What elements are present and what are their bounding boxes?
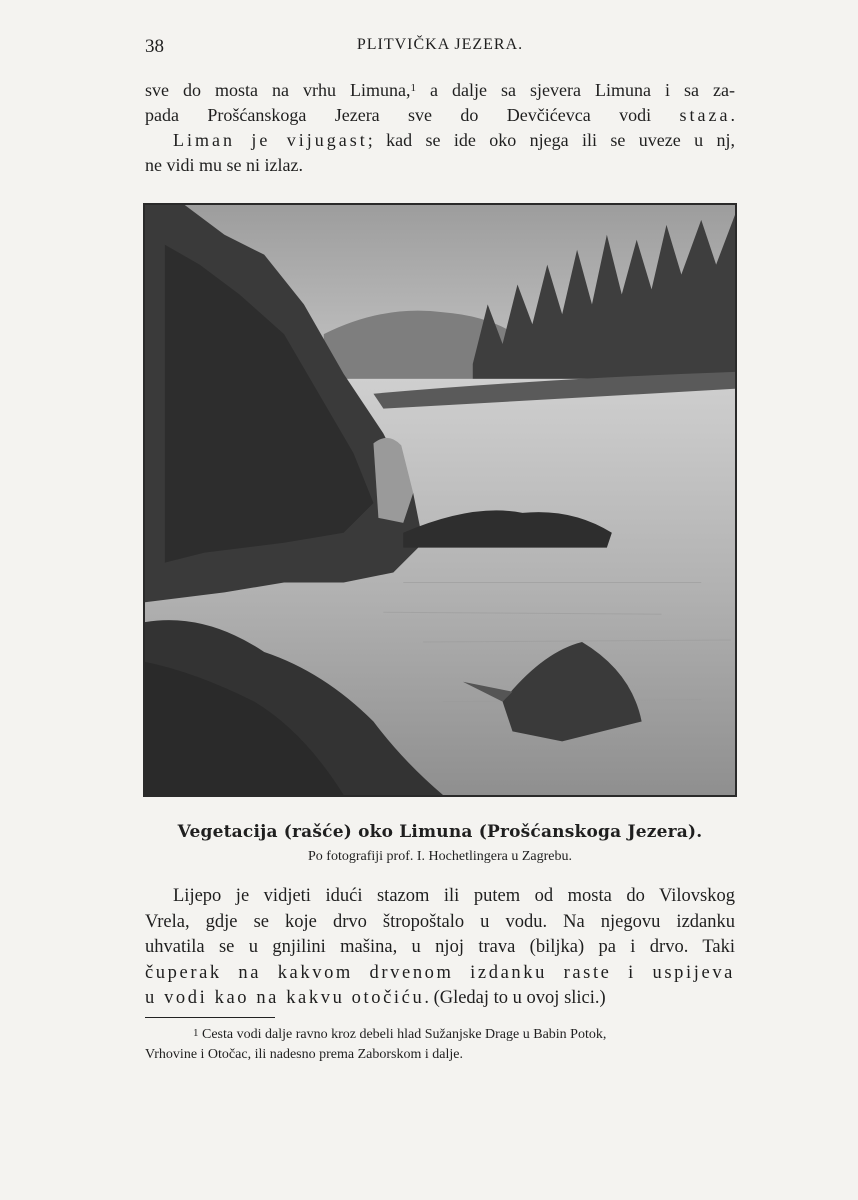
- text-line: čuperak na kakvom drvenom izdanku raste i uspijeva: [145, 962, 735, 983]
- text-line: uhvatila se u gnjilini mašina, u njoj trava (biljka) pa i drvo. Taki: [145, 937, 735, 957]
- footnote: [145, 1025, 735, 1065]
- text-fragment: sve do mosta na vrhu Limuna,: [145, 80, 411, 100]
- text-fragment: Cesta vodi dalje ravno kroz debeli hlad Sužanjske Drage u Babin Potok,: [198, 1027, 607, 1042]
- page-number: 38: [145, 36, 164, 57]
- lake-photograph: [143, 203, 737, 797]
- footnote-divider: [145, 1017, 275, 1018]
- text-fragment: ; kad se ide oko njega ili se uveze u nj,: [367, 130, 735, 150]
- text-line: [145, 128, 735, 153]
- text-fragment: pada Prošćanskoga Jezera sve do Devčićevca vodi: [145, 105, 680, 125]
- running-title: PLITVIČKA JEZERA.: [356, 36, 524, 53]
- text-line: [145, 103, 735, 128]
- footnote-marker: 1: [193, 1027, 199, 1039]
- page-header: [145, 36, 735, 62]
- text-fragment: . (Gledaj to u ovoj slici.): [424, 988, 606, 1008]
- text-line: ne vidi mu se ni izlaz.: [145, 155, 303, 175]
- text-line: Lijepo je vidjeti idući stazom ili putem od mosta do Vilovskog: [173, 886, 735, 906]
- text-line: Vrela, gdje se koje drvo štropoštalo u vodu. Na njegovu izdanku: [145, 911, 735, 932]
- footnote-reference: 1: [410, 82, 417, 94]
- text-fragment: a dalje sa sjevera Limuna i sa za-: [416, 80, 735, 100]
- spaced-emphasis: u vodi kao na kakvu otočiću: [145, 988, 425, 1008]
- photo-illustration: [145, 205, 735, 795]
- text-line: [145, 986, 735, 1012]
- text-fragment: .: [730, 105, 735, 125]
- footnote-line: [145, 1025, 735, 1045]
- spaced-emphasis: staza: [679, 105, 731, 125]
- figure-caption: Vegetacija (rašće) oko Limuna (Prošćanskoga Jezera).: [177, 822, 703, 842]
- spaced-emphasis: Liman je vijugast: [173, 130, 368, 150]
- paragraph-1: [145, 78, 735, 178]
- text-line: [145, 78, 735, 103]
- figure-credit: Po fotografiji prof. I. Hochetlingera u Zagrebu.: [308, 849, 572, 864]
- paragraph-2: [145, 884, 735, 1012]
- footnote-line: Vrhovine i Otočac, ili nadesno prema Zaborskom i dalje.: [145, 1047, 463, 1062]
